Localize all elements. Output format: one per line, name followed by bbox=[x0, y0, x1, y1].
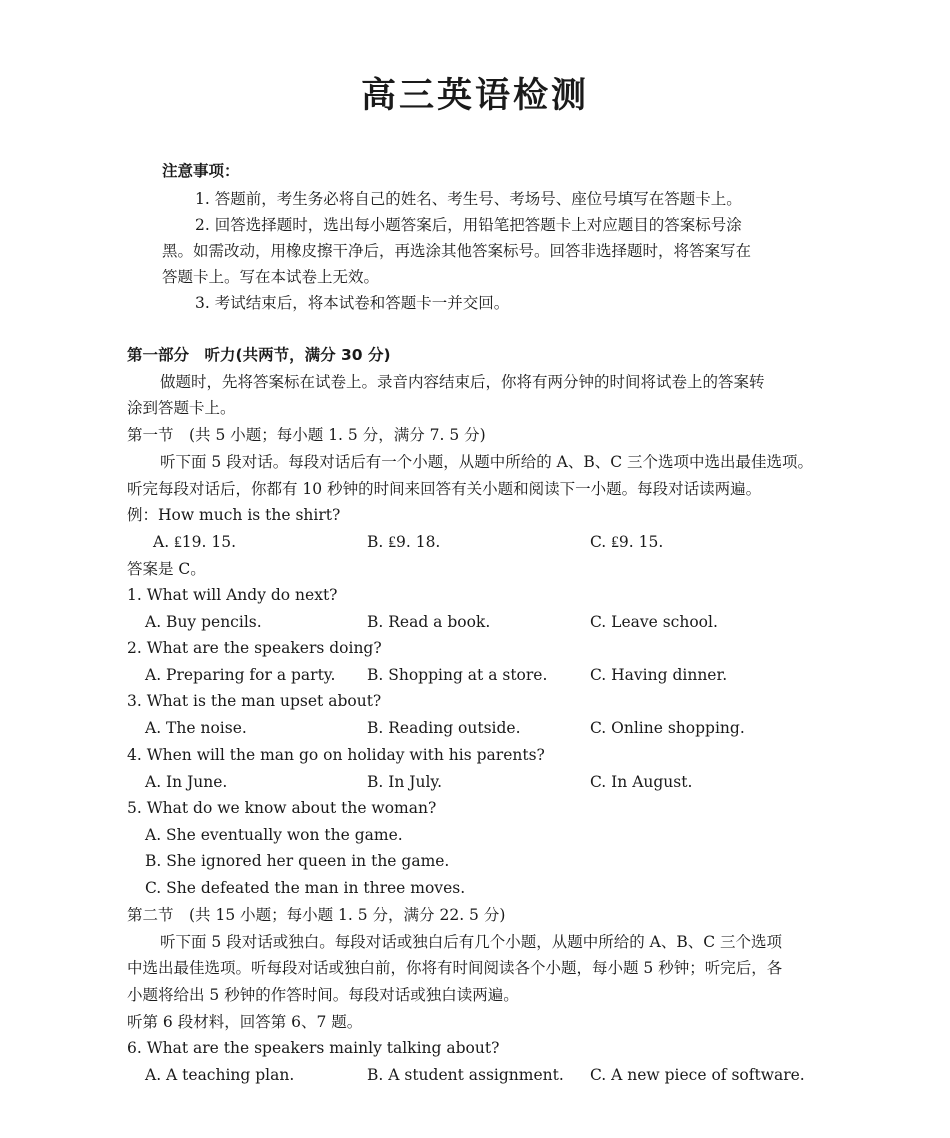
q5-option-a: A. She eventually won the game. bbox=[145, 826, 403, 844]
q3-option-c: C. Online shopping. bbox=[590, 719, 745, 737]
notice-line-2b: 黑。如需改动，用橡皮擦干净后，再选涂其他答案标号。回答非选择题时，将答案写在 bbox=[162, 242, 752, 260]
example-option-c: C. ₤9. 15. bbox=[590, 533, 664, 551]
section2-intro-a: 听下面 5 段对话或独白。每段对话或独白后有几个小题，从题中所给的 A、B、C 三个选项 bbox=[160, 933, 783, 951]
question-4: 4. When will the man go on holiday with his parents? bbox=[127, 746, 545, 764]
q4-option-b: B. In July. bbox=[367, 773, 443, 791]
section1-intro-b: 听完每段对话后，你都有 10 秒钟的时间来回答有关小题和阅读下一小题。每段对话读两遍。 bbox=[127, 480, 762, 498]
section2-heading: 第二节 (共 15 小题；每小题 1. 5 分，满分 22. 5 分) bbox=[127, 906, 506, 924]
q4-option-a: A. In June. bbox=[145, 773, 228, 791]
part1-intro-b: 涂到答题卡上。 bbox=[127, 399, 236, 417]
section1-heading: 第一节 (共 5 小题；每小题 1. 5 分，满分 7. 5 分) bbox=[127, 426, 486, 444]
q6-option-b: B. A student assignment. bbox=[367, 1066, 564, 1084]
question-2: 2. What are the speakers doing? bbox=[127, 639, 382, 657]
notice-line-2a: 2. 回答选择题时，选出每小题答案后，用铅笔把答题卡上对应题目的答案标号涂 bbox=[195, 216, 742, 234]
q2-option-b: B. Shopping at a store. bbox=[367, 666, 548, 684]
notice-line-1: 1. 答题前，考生务必将自己的姓名、考生号、考场号、座位号填写在答题卡上。 bbox=[195, 190, 742, 208]
notice-heading: 注意事项： bbox=[162, 162, 240, 180]
part1-heading: 第一部分 听力(共两节，满分 30 分) bbox=[127, 346, 391, 364]
q5-option-b: B. She ignored her queen in the game. bbox=[145, 852, 450, 870]
q6-option-a: A. A teaching plan. bbox=[145, 1066, 295, 1084]
question-3: 3. What is the man upset about? bbox=[127, 692, 382, 710]
q1-option-a: A. Buy pencils. bbox=[145, 613, 262, 631]
notice-line-2c: 答题卡上。写在本试卷上无效。 bbox=[162, 268, 380, 286]
material-6-note: 听第 6 段材料，回答第 6、7 题。 bbox=[127, 1013, 363, 1031]
q1-option-c: C. Leave school. bbox=[590, 613, 718, 631]
q3-option-a: A. The noise. bbox=[145, 719, 247, 737]
example-question: 例：How much is the shirt? bbox=[127, 506, 341, 524]
example-option-a: A. ₤19. 15. bbox=[153, 533, 237, 551]
q3-option-b: B. Reading outside. bbox=[367, 719, 521, 737]
section2-intro-b: 中选出最佳选项。听每段对话或独白前，你将有时间阅读各个小题，每小题 5 秒钟；听完后，各 bbox=[127, 959, 783, 977]
example-answer: 答案是 C。 bbox=[127, 560, 206, 578]
question-1: 1. What will Andy do next? bbox=[127, 586, 338, 604]
question-5: 5. What do we know about the woman? bbox=[127, 799, 437, 817]
question-6: 6. What are the speakers mainly talking about? bbox=[127, 1039, 500, 1057]
page-title: 高三英语检测 bbox=[360, 76, 589, 116]
section2-intro-c: 小题将给出 5 秒钟的作答时间。每段对话或独白读两遍。 bbox=[127, 986, 519, 1004]
q5-option-c: C. She defeated the man in three moves. bbox=[145, 879, 466, 897]
q2-option-c: C. Having dinner. bbox=[590, 666, 728, 684]
example-option-b: B. ₤9. 18. bbox=[367, 533, 441, 551]
section1-intro-a: 听下面 5 段对话。每段对话后有一个小题，从题中所给的 A、B、C 三个选项中选出最佳选项。 bbox=[160, 453, 814, 471]
q4-option-c: C. In August. bbox=[590, 773, 693, 791]
q6-option-c: C. A new piece of software. bbox=[590, 1066, 805, 1084]
q2-option-a: A. Preparing for a party. bbox=[145, 666, 336, 684]
part1-intro-a: 做题时，先将答案标在试卷上。录音内容结束后，你将有两分钟的时间将试卷上的答案转 bbox=[160, 373, 765, 391]
notice-line-3: 3. 考试结束后，将本试卷和答题卡一并交回。 bbox=[195, 294, 510, 312]
q1-option-b: B. Read a book. bbox=[367, 613, 491, 631]
